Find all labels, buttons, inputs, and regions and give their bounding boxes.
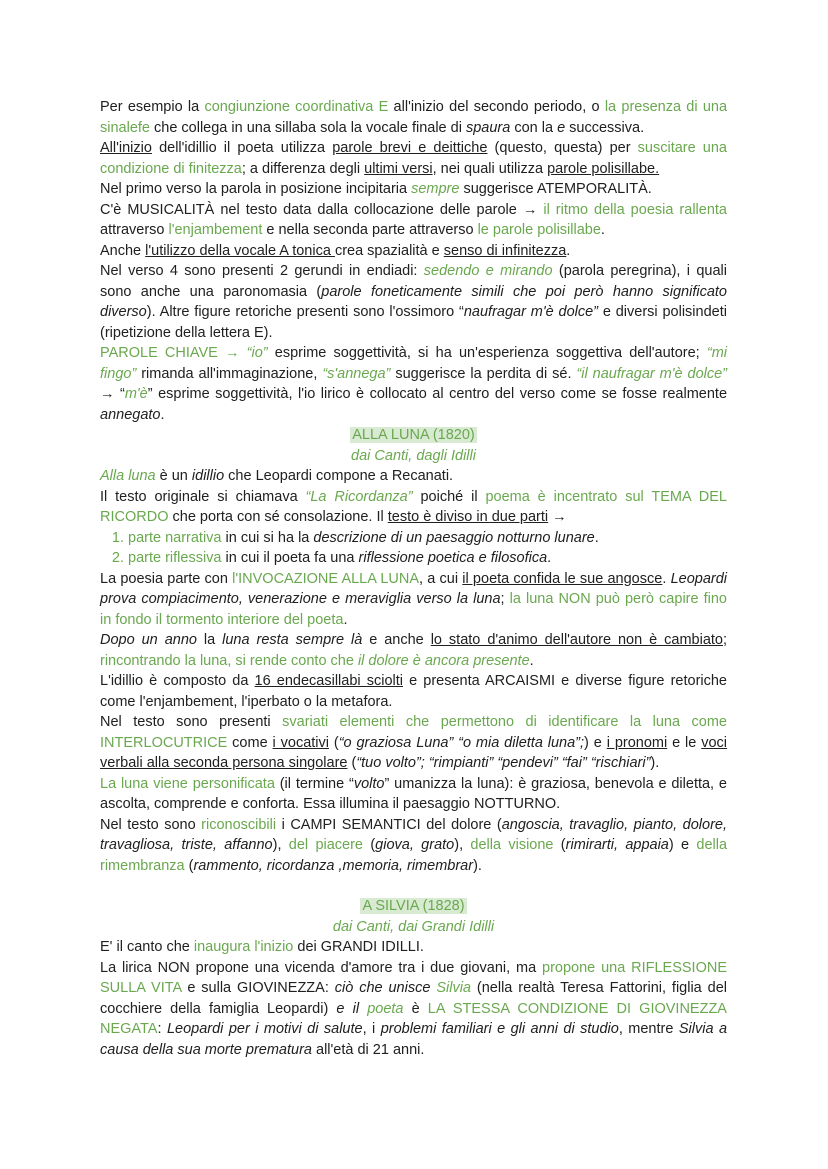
text: ), <box>272 837 289 853</box>
text: che Leopardi compone a Recanati. <box>224 468 454 484</box>
paragraph-sinalefe <box>100 97 727 138</box>
text: ( <box>184 857 194 874</box>
text: ” esprime soggettività, l'io lirico è collocato al centro del verso come se fosse realmente <box>147 386 728 402</box>
highlight-text: propone una RIFLESSIONE SULLA VITA <box>100 959 727 996</box>
italic-text: parole foneticamente simili che poi però hanno significato diverso <box>100 283 727 320</box>
text: La lirica NON propone una vicenda d'amore tra i due giovani, ma <box>100 959 543 976</box>
paragraph-luna-ricordanza <box>100 487 727 528</box>
highlight-text: svariati elementi che permettono di identificare la luna come INTERLOCUTRICE <box>100 714 727 751</box>
underlined-text: l'utilizzo della vocale A tonica <box>145 242 335 259</box>
text: . <box>594 529 599 546</box>
text: , nei quali utilizza <box>432 160 548 177</box>
italic-text: idillio <box>191 468 225 484</box>
paragraph-luna-invocazione <box>100 569 727 631</box>
text: → <box>548 509 567 525</box>
italic-text: “tuo volto”; “rimpianti” “pendevi” “fai” “rischiari” <box>356 755 651 771</box>
highlight-text: LA STESSA CONDIZIONE DI GIOVINEZZA NEGATA <box>100 1000 727 1037</box>
italic-text: Dopo un anno <box>100 632 197 648</box>
highlight-text: “io” <box>246 345 268 361</box>
text: è <box>403 1000 428 1017</box>
text: ( <box>363 837 376 853</box>
underlined-text: 16 endecasillabi sciolti <box>254 673 403 689</box>
text: Nel verso 4 sono presenti 2 gerundi in endiadi: <box>100 263 424 279</box>
text: i CAMPI SEMANTICI del dolore ( <box>276 816 502 833</box>
text: Nel primo verso la parola in posizione incipitaria <box>100 181 412 197</box>
italic-text: annegato <box>100 406 161 423</box>
text: ” umanizza la luna): è graziosa, benevola e diletta, e ascolta, comprende e conforta. Essa illumina il paesaggio NOTTURNO. <box>100 775 727 812</box>
highlight-text: “La Ricordanza” <box>305 488 413 505</box>
text: che collega in una sillaba sola la vocale finale di <box>149 119 466 136</box>
italic-text: ciò che unisce <box>334 980 437 996</box>
italic-text: descrizione di un paesaggio notturno lunare <box>313 529 595 546</box>
text: è un <box>155 468 192 484</box>
text: C'è MUSICALITÀ nel testo data dalla collocazione delle parole → <box>100 201 544 218</box>
list-item <box>128 528 727 549</box>
highlight-text: riconoscibili <box>201 816 277 833</box>
text: ), <box>454 837 471 853</box>
text: ; <box>722 632 728 648</box>
highlight-text: “s'annega” <box>322 365 391 382</box>
text: con la <box>510 119 558 136</box>
paragraph-luna-interlocutrice <box>100 712 727 774</box>
highlight-text: Alla luna <box>100 468 156 484</box>
text: esprime soggettività, si ha un'esperienza soggettiva dell'autore; <box>267 345 707 361</box>
underlined-text: i pronomi <box>606 734 668 751</box>
text: . <box>600 222 605 238</box>
italic-text: giova, grato <box>375 837 455 853</box>
highlight-text: poema è incentrato sul TEMA DEL RICORDO <box>100 488 727 525</box>
italic-text: angoscia, travaglio, pianto, dolore, travagliosa, triste, affanno <box>100 816 727 853</box>
text: Per esempio la <box>100 99 205 115</box>
paragraph-musicalita <box>100 200 727 241</box>
highlight-text: le parole polisillabe <box>477 222 601 238</box>
italic-text: riflessione poetica e filosofica <box>358 550 548 566</box>
text: , mentre <box>618 1021 679 1037</box>
parts-list <box>100 528 727 569</box>
text: in cui il poeta fa una <box>221 550 359 566</box>
text: e sulla GIOVINEZZA: <box>181 980 335 996</box>
text: e le <box>667 734 702 751</box>
text: La poesia parte con <box>100 570 233 587</box>
text: L'idillio è composto da <box>100 673 255 689</box>
underlined-text: i vocativi <box>272 734 329 751</box>
underlined-text: parole polisillabe. <box>547 160 660 177</box>
paragraph-silvia-canto <box>100 937 727 958</box>
underlined-text: il poeta confida le sue angosce <box>462 570 663 587</box>
section-title: ALLA LUNA (1820) <box>352 427 475 443</box>
italic-text: Leopardi per i motivi di salute <box>166 1021 363 1037</box>
text: ( <box>553 837 566 853</box>
text: crea spazialità e <box>334 242 444 259</box>
text: dei GRANDI IDILLI. <box>293 939 424 955</box>
highlight-text: il ritmo della poesia rallenta <box>543 201 727 218</box>
italic-text: rimirarti, appaia <box>565 837 669 853</box>
section-title-luna <box>100 425 727 446</box>
section-subtitle-silvia: dai Canti, dai Grandi Idilli <box>332 918 495 935</box>
text: . <box>566 242 571 259</box>
text: che porta con sé consolazione. Il <box>168 509 388 525</box>
text: . <box>529 652 534 669</box>
paragraph-luna-idillio <box>100 466 727 487</box>
highlight-text: m'è <box>124 386 148 402</box>
highlight-text: Silvia <box>436 980 471 996</box>
section-spacer <box>100 876 727 896</box>
italic-text: volto <box>353 775 385 792</box>
italic-text: e il <box>336 1000 368 1017</box>
highlight-text: la luna NON può però capire fino in fondo il tormento interiore del poeta <box>100 591 727 628</box>
text: suggerisce ATEMPORALITÀ. <box>459 181 652 197</box>
list-item <box>128 548 727 569</box>
highlight-text: parte narrativa <box>128 529 222 546</box>
paragraph-vocale-a <box>100 241 727 262</box>
text: Il testo originale si chiamava <box>100 488 306 505</box>
highlight-text: sedendo e mirando <box>423 263 553 279</box>
text: poiché il <box>412 488 486 505</box>
underlined-text: All'inizio <box>100 140 152 156</box>
text: . <box>547 550 552 566</box>
text: attraverso <box>100 222 169 238</box>
highlight-text: congiunzione coordinativa E <box>204 99 389 115</box>
text: Nel testo sono presenti <box>100 714 283 730</box>
text: Nel testo sono <box>100 816 202 833</box>
document-page <box>100 97 727 1060</box>
paragraph-luna-endecasillabi <box>100 671 727 712</box>
highlight-text: sempre <box>411 181 460 197</box>
text: ). <box>473 857 482 874</box>
italic-text: Leopardi prova compiacimento, venerazione e meraviglia verso la luna <box>100 570 727 607</box>
highlight-text: inaugura l'inizio <box>193 939 294 955</box>
highlight-text: suscitare una condizione di finitezza <box>100 140 727 177</box>
highlight-text: il dolore è ancora presente <box>357 652 530 669</box>
italic-text: Silvia a causa della sua morte prematura <box>100 1021 728 1058</box>
text: e diversi polisindeti (ripetizione della lettera E). <box>100 304 727 341</box>
text: ( <box>329 734 339 751</box>
text: dell'idillio il poeta utilizza <box>151 140 333 156</box>
highlight-text: parte riflessiva <box>128 550 222 566</box>
paragraph-silvia-riflessione <box>100 958 727 1061</box>
highlight-text: l'enjambement <box>168 222 263 238</box>
highlight-text: rincontrando la luna, si rende conto che <box>100 652 358 669</box>
underlined-text: voci verbali alla seconda persona singolare <box>100 734 728 771</box>
paragraph-parole-chiave <box>100 343 727 425</box>
text: . <box>662 570 671 587</box>
paragraph-deittiche <box>100 138 727 179</box>
underlined-text: lo stato d'animo dell'autore non è cambiato <box>430 632 723 648</box>
text: la <box>196 632 223 648</box>
underlined-text: ultimi versi <box>364 160 433 177</box>
highlight-text: l'INVOCAZIONE ALLA LUNA <box>232 570 420 587</box>
highlight-text: “mi fingo” <box>100 345 727 382</box>
underlined-text: testo è diviso in due parti <box>387 509 549 525</box>
text: suggerisce la perdita di sé. <box>390 365 577 382</box>
text: rimanda all'immaginazione, <box>136 365 323 382</box>
text: e nella seconda parte attraverso <box>262 222 478 238</box>
text: in cui si ha la <box>221 529 314 546</box>
highlight-text: PAROLE CHIAVE → <box>100 345 247 361</box>
text: (parola peregrina), i quali sono anche una paronomasia ( <box>100 263 727 300</box>
text: e presenta ARCAISMI e diverse figure retoriche come l'enjambement, l'iperbato o la metafora. <box>100 673 727 710</box>
highlight-text: della visione <box>470 837 554 853</box>
italic-text: rammento, ricordanza ,memoria, rimembrar <box>193 857 474 874</box>
text: ( <box>347 755 357 771</box>
highlight-text: La luna viene personificata <box>100 775 275 792</box>
text: all'inizio del secondo periodo, o <box>388 99 605 115</box>
text: . <box>160 406 165 423</box>
highlight-text: poeta <box>367 1000 404 1017</box>
paragraph-luna-dopo-un-anno <box>100 630 727 671</box>
text: (il termine “ <box>274 775 354 792</box>
text: . <box>343 611 348 628</box>
highlight-text: “il naufragar m'è dolce” <box>576 365 727 382</box>
italic-text: “o graziosa Luna” “o mia diletta luna”; <box>338 734 585 751</box>
italic-text: e <box>557 119 566 136</box>
text: ) e <box>584 734 607 751</box>
text: successiva. <box>565 119 645 136</box>
text: ) e <box>668 837 697 853</box>
italic-text: problemi familiari e gli anni di studio <box>380 1021 619 1037</box>
text: → “ <box>100 386 125 402</box>
highlight-text: del piacere <box>288 837 364 853</box>
italic-text: spaura <box>465 119 511 136</box>
underlined-text: parole brevi e deittiche <box>332 140 488 156</box>
highlight-text: della rimembranza <box>100 837 728 874</box>
text: : <box>157 1021 167 1037</box>
text: ; <box>500 591 510 607</box>
text: , a cui <box>419 570 463 587</box>
text: come <box>227 734 273 751</box>
text: ). <box>650 755 660 771</box>
section-title: A SILVIA (1828) <box>362 898 465 914</box>
paragraph-luna-campi-semantici <box>100 815 727 877</box>
text: E' il canto che <box>100 939 194 955</box>
text: ). Altre figure retoriche presenti sono l'ossimoro “ <box>146 304 464 320</box>
paragraph-atemporalita <box>100 179 727 200</box>
underlined-text: senso di infinitezza <box>443 242 567 259</box>
section-subtitle-luna: dai Canti, dagli Idilli <box>351 447 476 464</box>
text: (nella realtà Teresa Fattorini, figlia del cocchiere della famiglia Leopardi) <box>100 980 727 1017</box>
italic-text: luna resta sempre là <box>222 632 363 648</box>
text: ; a differenza degli <box>241 160 365 177</box>
paragraph-gerundi <box>100 261 727 343</box>
text: Anche <box>100 242 146 259</box>
paragraph-luna-personificata <box>100 774 727 815</box>
text: (questo, questa) per <box>487 140 638 156</box>
text: e anche <box>362 632 431 648</box>
text: , i <box>362 1021 381 1037</box>
italic-text: naufragar m'è dolce” <box>463 304 598 320</box>
highlight-text: la presenza di una sinalefe <box>100 99 728 136</box>
section-title-silvia <box>100 896 727 917</box>
text: all'età di 21 anni. <box>311 1041 425 1058</box>
